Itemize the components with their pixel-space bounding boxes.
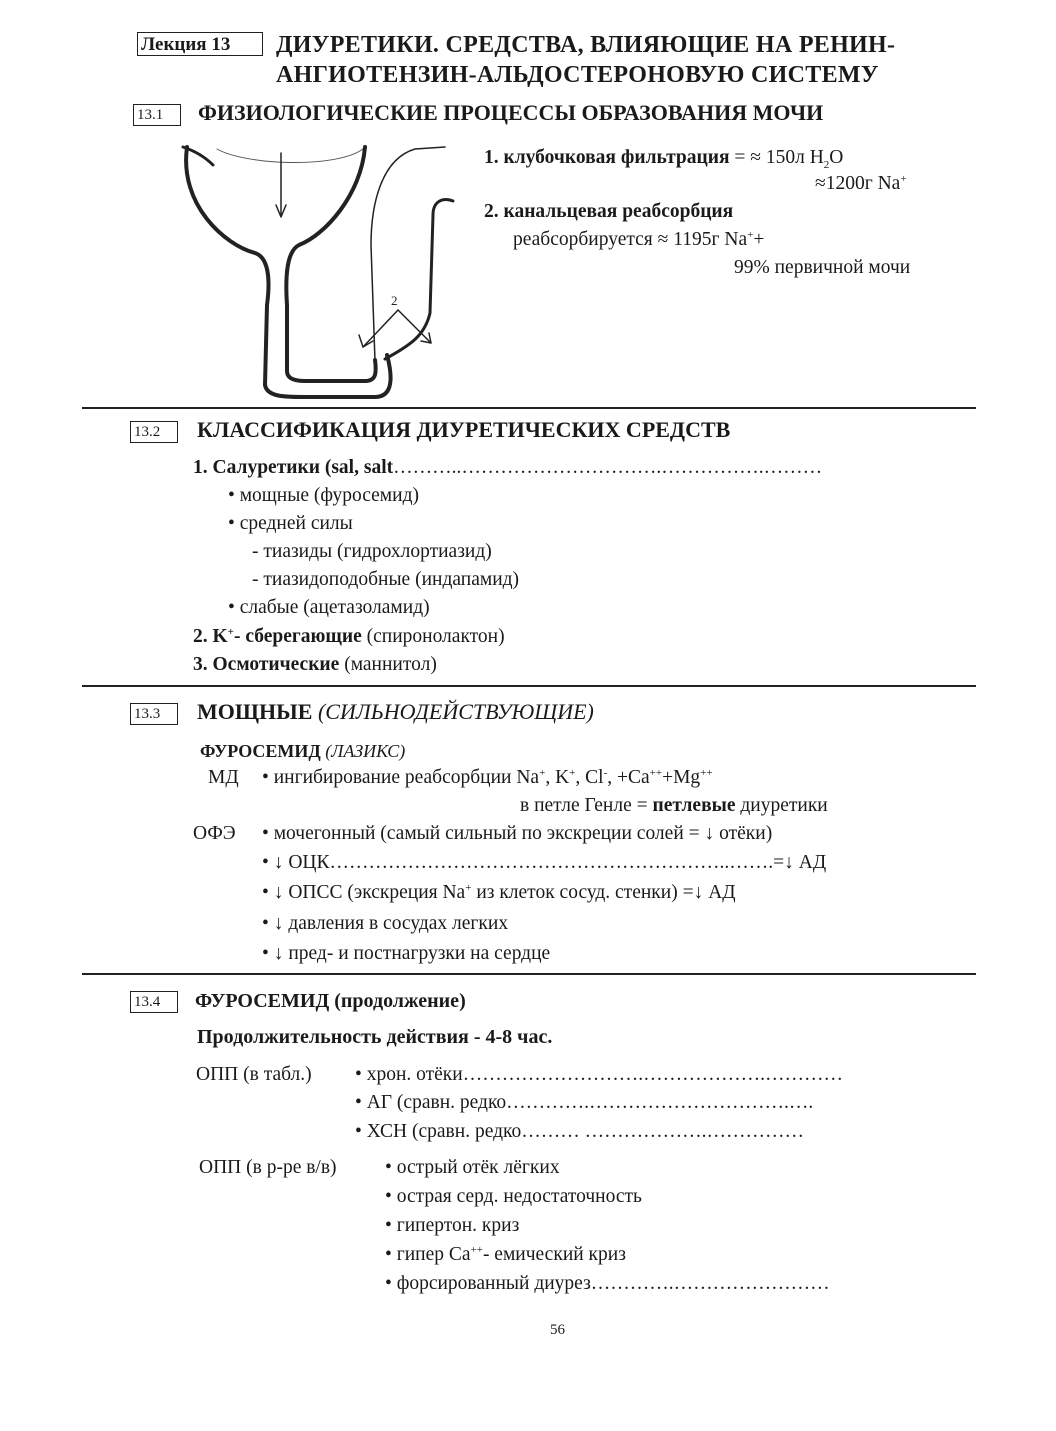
page-title: [276, 30, 956, 90]
iv-indications-label: ОПП (в р-ре в/в): [199, 1157, 337, 1178]
class-saluretics: 1. Салуретики (sal, salt………..………………………….…………….………: [193, 457, 823, 478]
tablet-indications-label: ОПП (в табл.): [196, 1064, 312, 1085]
md-label: МД: [208, 767, 239, 788]
class-potent: • мощные (фуросемид): [228, 485, 419, 506]
nephron-diagram: [175, 135, 475, 405]
divider: [82, 407, 976, 409]
section-number-13-2: 13.2: [130, 421, 178, 443]
indication-forced-diuresis: • форсированный диурез………….……………………: [385, 1273, 830, 1294]
section-number-13-4: 13.4: [130, 991, 178, 1013]
effect-opss: • ↓ ОПСС (экскреция Na+ из клеток сосуд. стенки) =↓ АД: [262, 882, 736, 903]
ofe-label: ОФЭ: [193, 823, 236, 844]
section-title-13-4: ФУРОСЕМИД (продолжение): [195, 990, 466, 1012]
title-line-1: ДИУРЕТИКИ. СРЕДСТВА, ВЛИЯЮЩИЕ НА РЕНИН-: [276, 32, 896, 58]
duration-line: Продолжительность действия - 4-8 час.: [197, 1026, 553, 1048]
page-number: 56: [550, 1322, 565, 1338]
class-k-sparing: 2. K+- сберегающие (спиронолактон): [193, 626, 505, 647]
indication-lung-edema: • острый отёк лёгких: [385, 1157, 560, 1178]
effect-load: • ↓ пред- и постнагрузки на сердце: [262, 943, 551, 964]
divider: [82, 685, 976, 687]
indication-hypercalcemic-crisis: • гипер Ca++- емический криз: [385, 1244, 626, 1265]
diagram-label-2: 2: [391, 293, 398, 308]
indication-hypertensive-crisis: • гипертон. криз: [385, 1215, 520, 1236]
indication-edema: • хрон. отёки……………………….……………….…………: [355, 1064, 843, 1085]
lecture-label: Лекция 13: [137, 32, 263, 56]
filtration-na: ≈1200г Na+: [815, 173, 907, 194]
class-weak: • слабые (ацетазоламид): [228, 597, 430, 618]
reabsorption-line: 2. канальцевая реабсорбция: [484, 201, 734, 222]
section-title-13-2: КЛАССИФИКАЦИЯ ДИУРЕТИЧЕСКИХ СРЕДСТВ: [197, 417, 731, 442]
section-number-13-1: 13.1: [133, 104, 181, 126]
class-thiazides: - тиазиды (гидрохлортиазид): [252, 541, 492, 562]
effect-lung-pressure: • ↓ давления в сосудах легких: [262, 913, 509, 934]
filtration-line: 1. клубочковая фильтрация = ≈ 150л $H_2O$: [484, 147, 844, 171]
class-medium: • средней силы: [228, 513, 353, 534]
effect-diuretic: • мочегонный (самый сильный по экскреции солей = ↓ отёки): [262, 823, 773, 844]
divider: [82, 973, 976, 975]
reabsorption-na: реабсорбируется ≈ 1195г Na++: [513, 229, 765, 250]
loop-diuretics-line: в петле Генле = петлевые диуретики: [520, 795, 828, 816]
effect-bcv: • ↓ ОЦК……………………………………………………..…….=↓ АД: [262, 852, 827, 873]
indication-hsn: • ХСН (сравн. редко……… ……………….……………: [355, 1121, 805, 1142]
indication-ag: • АГ (сравн. редко………….………………………….….: [355, 1092, 814, 1113]
section-number-13-3: 13.3: [130, 703, 178, 725]
drug-name-furosemide: ФУРОСЕМИД (ЛАЗИКС): [200, 741, 406, 761]
reabsorption-percent: 99% первичной мочи: [734, 257, 911, 278]
class-osmotic: 3. Осмотические (маннитол): [193, 654, 437, 675]
mechanism-line: • ингибирование реабсорбции Na+, K+, Cl-, +Ca+++Mg++: [262, 767, 713, 788]
section-title-13-3: МОЩНЫЕ (СИЛЬНОДЕЙСТВУЮЩИЕ): [197, 699, 594, 724]
section-title-13-1: ФИЗИОЛОГИЧЕСКИЕ ПРОЦЕССЫ ОБРАЗОВАНИЯ МОЧИ: [198, 100, 824, 125]
title-line-2: АНГИОТЕНЗИН-АЛЬДОСТЕРОНОВУЮ СИСТЕМУ: [276, 62, 879, 88]
class-thiazide-like: - тиазидоподобные (индапамид): [252, 569, 520, 590]
indication-heart-failure: • острая серд. недостаточность: [385, 1186, 642, 1207]
